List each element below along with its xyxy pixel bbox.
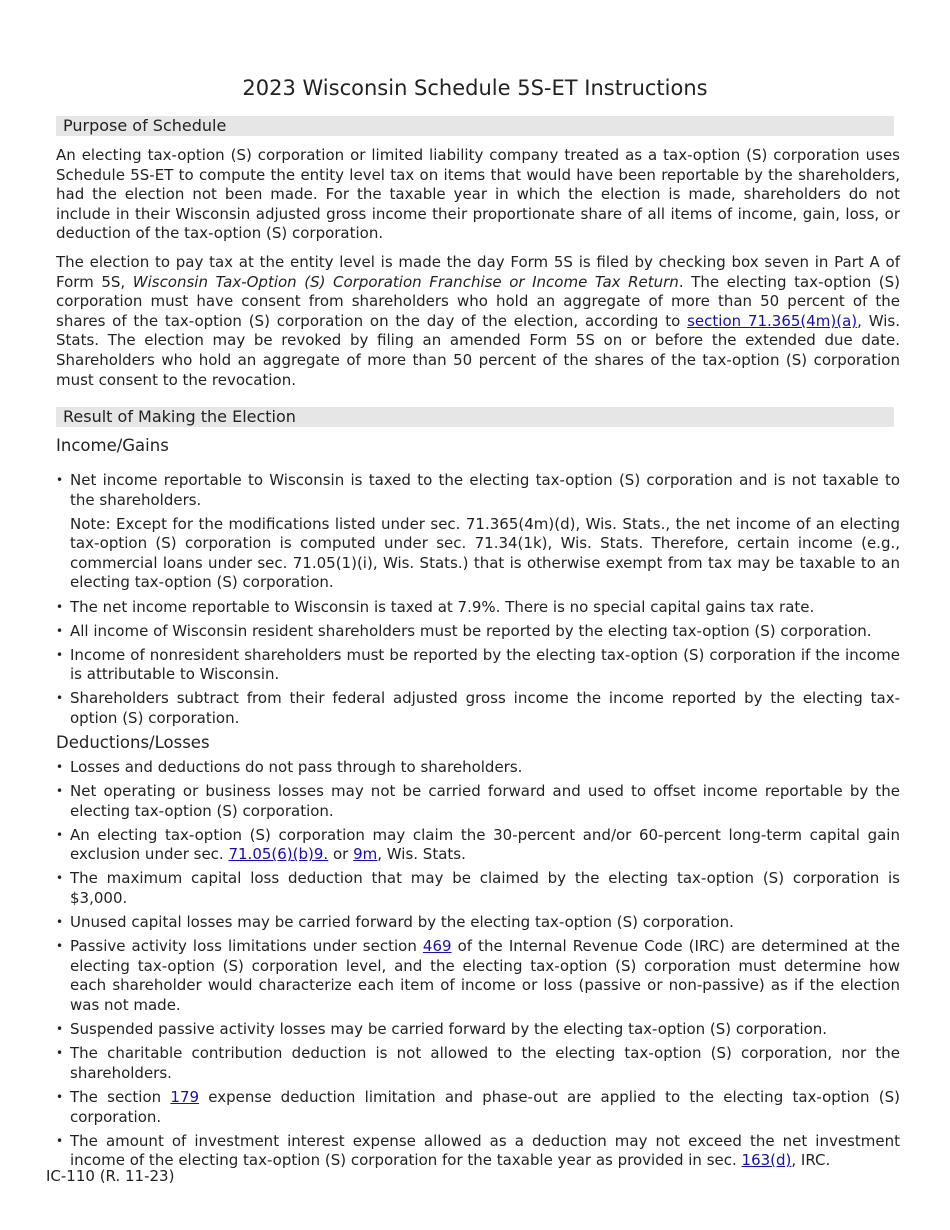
text: or (328, 845, 354, 864)
irc-link-179[interactable]: 179 (170, 1087, 200, 1106)
statute-link-71-05-6-b-9[interactable]: 71.05(6)(b)9. (228, 845, 329, 864)
list-item: • Losses and deductions do not pass through to shareholders. (56, 758, 900, 778)
list-item: • Suspended passive activity losses may be carried forward by the electing tax-option (S) corporation. (56, 1020, 900, 1040)
text: , Wis. Stats. The election may be revoked by filing an amended Form 5S on or before the extended due date. Shareholders who hold an aggregate of more than 50 percent of the shares of the tax-option (S) corporation must consent to the revocation. (56, 311, 900, 389)
purpose-paragraph-1: An electing tax-option (S) corporation or limited liability company treated as a tax-option (S) corporation uses Schedule 5S-ET to compute the entity level tax on items that would have been reportable by the shareholders, had the election not been made. For the taxable year in which the election is made, shareholders do not include in their Wisconsin adjusted gross income their proportionate share of all items of income, gain, loss, or deduction of the tax-option (S) corporation. (56, 146, 900, 243)
section-heading-purpose: Purpose of Schedule (56, 116, 894, 136)
statute-link-9m[interactable]: 9m (353, 845, 378, 864)
list-item (56, 937, 900, 1015)
text: The amount of investment interest expense allowed as a deduction may not exceed the net investment income of the electing tax-option (S) corporation for the taxable year as provided in sec. (70, 1131, 900, 1170)
form-title-italic: Wisconsin Tax-Option (S) Corporation Franchise or Income Tax Return (132, 272, 679, 291)
text: of the Internal Revenue Code (IRC) are determined at the electing tax-option (S) corporation level, and the electing tax-option (S) corporation must determine how each shareholder would characterize each item of income or loss (passive or non-passive) as if the election was not made. (70, 937, 900, 1015)
text: The election to pay tax at the entity level is made the day Form 5S is filed by checking box seven in Part A of Form 5S, (56, 253, 900, 291)
list-item: • Net income reportable to Wisconsin is taxed to the electing tax-option (S) corporation and is not taxable to the shareholders. (56, 471, 900, 510)
irc-link-469[interactable]: 469 (422, 937, 452, 956)
list-item (56, 1088, 900, 1127)
purpose-paragraph-2 (56, 253, 900, 390)
page-title: 2023 Wisconsin Schedule 5S-ET Instructions (242, 76, 708, 100)
list-item: • All income of Wisconsin resident shareholders must be reported by the electing tax-option (S) corporation. (56, 622, 900, 642)
statute-link-71-365[interactable]: section 71.365(4m)(a) (687, 311, 858, 330)
text: An electing tax-option (S) corporation may claim the 30-percent and/or 60-percent long-term capital gain exclusion under sec. (70, 825, 900, 864)
subheading-deductions-losses: Deductions/Losses (56, 733, 210, 752)
list-item (56, 1132, 900, 1171)
income-note: Note: Except for the modifications listed under sec. 71.365(4m)(d), Wis. Stats., the net income of an electing tax-option (S) corporation is computed under sec. 71.34(1k), Wis. Stats. Therefore, certain income (e.g., commercial loans under sec. 71.05(1)(i), Wis. Stats.) that is otherwise exempt from tax may be taxable to an electing tax-option (S) corporation. (70, 514, 900, 592)
text: The section (70, 1087, 171, 1106)
list-item: • Income of nonresident shareholders must be reported by the electing tax-option (S) corporation if the income is attributable to Wisconsin. (56, 646, 900, 685)
form-footer-code: IC-110 (R. 11-23) (46, 1167, 175, 1185)
list-item: • Shareholders subtract from their federal adjusted gross income the income reported by the electing tax-option (S) corporation. (56, 689, 900, 728)
text: , IRC. (791, 1151, 831, 1170)
deductions-bullet-list (56, 758, 900, 1175)
text: . The electing tax-option (S) corporation must have consent from shareholders who hold an aggregate of more than 50 percent of the shares of the tax-option (S) corporation on the day of the election, according to (56, 272, 900, 330)
list-item (56, 826, 900, 865)
subheading-income-gains: Income/Gains (56, 436, 169, 455)
irc-link-163d[interactable]: 163(d) (741, 1151, 792, 1170)
income-bullet-list (56, 471, 900, 733)
list-item: • Unused capital losses may be carried forward by the electing tax-option (S) corporation. (56, 913, 900, 933)
section-heading-result: Result of Making the Election (56, 407, 894, 427)
list-item: • Net operating or business losses may not be carried forward and used to offset income reportable by the electing tax-option (S) corporation. (56, 782, 900, 821)
text: , Wis. Stats. (377, 845, 466, 864)
text: expense deduction limitation and phase-out are applied to the electing tax-option (S) corporation. (70, 1087, 900, 1126)
list-item: • The charitable contribution deduction is not allowed to the electing tax-option (S) corporation, nor the shareholders. (56, 1044, 900, 1083)
list-item: • The maximum capital loss deduction that may be claimed by the electing tax-option (S) corporation is $3,000. (56, 869, 900, 908)
text: Passive activity loss limitations under section (70, 937, 423, 956)
list-item: • The net income reportable to Wisconsin is taxed at 7.9%. There is no special capital gains tax rate. (56, 598, 900, 618)
